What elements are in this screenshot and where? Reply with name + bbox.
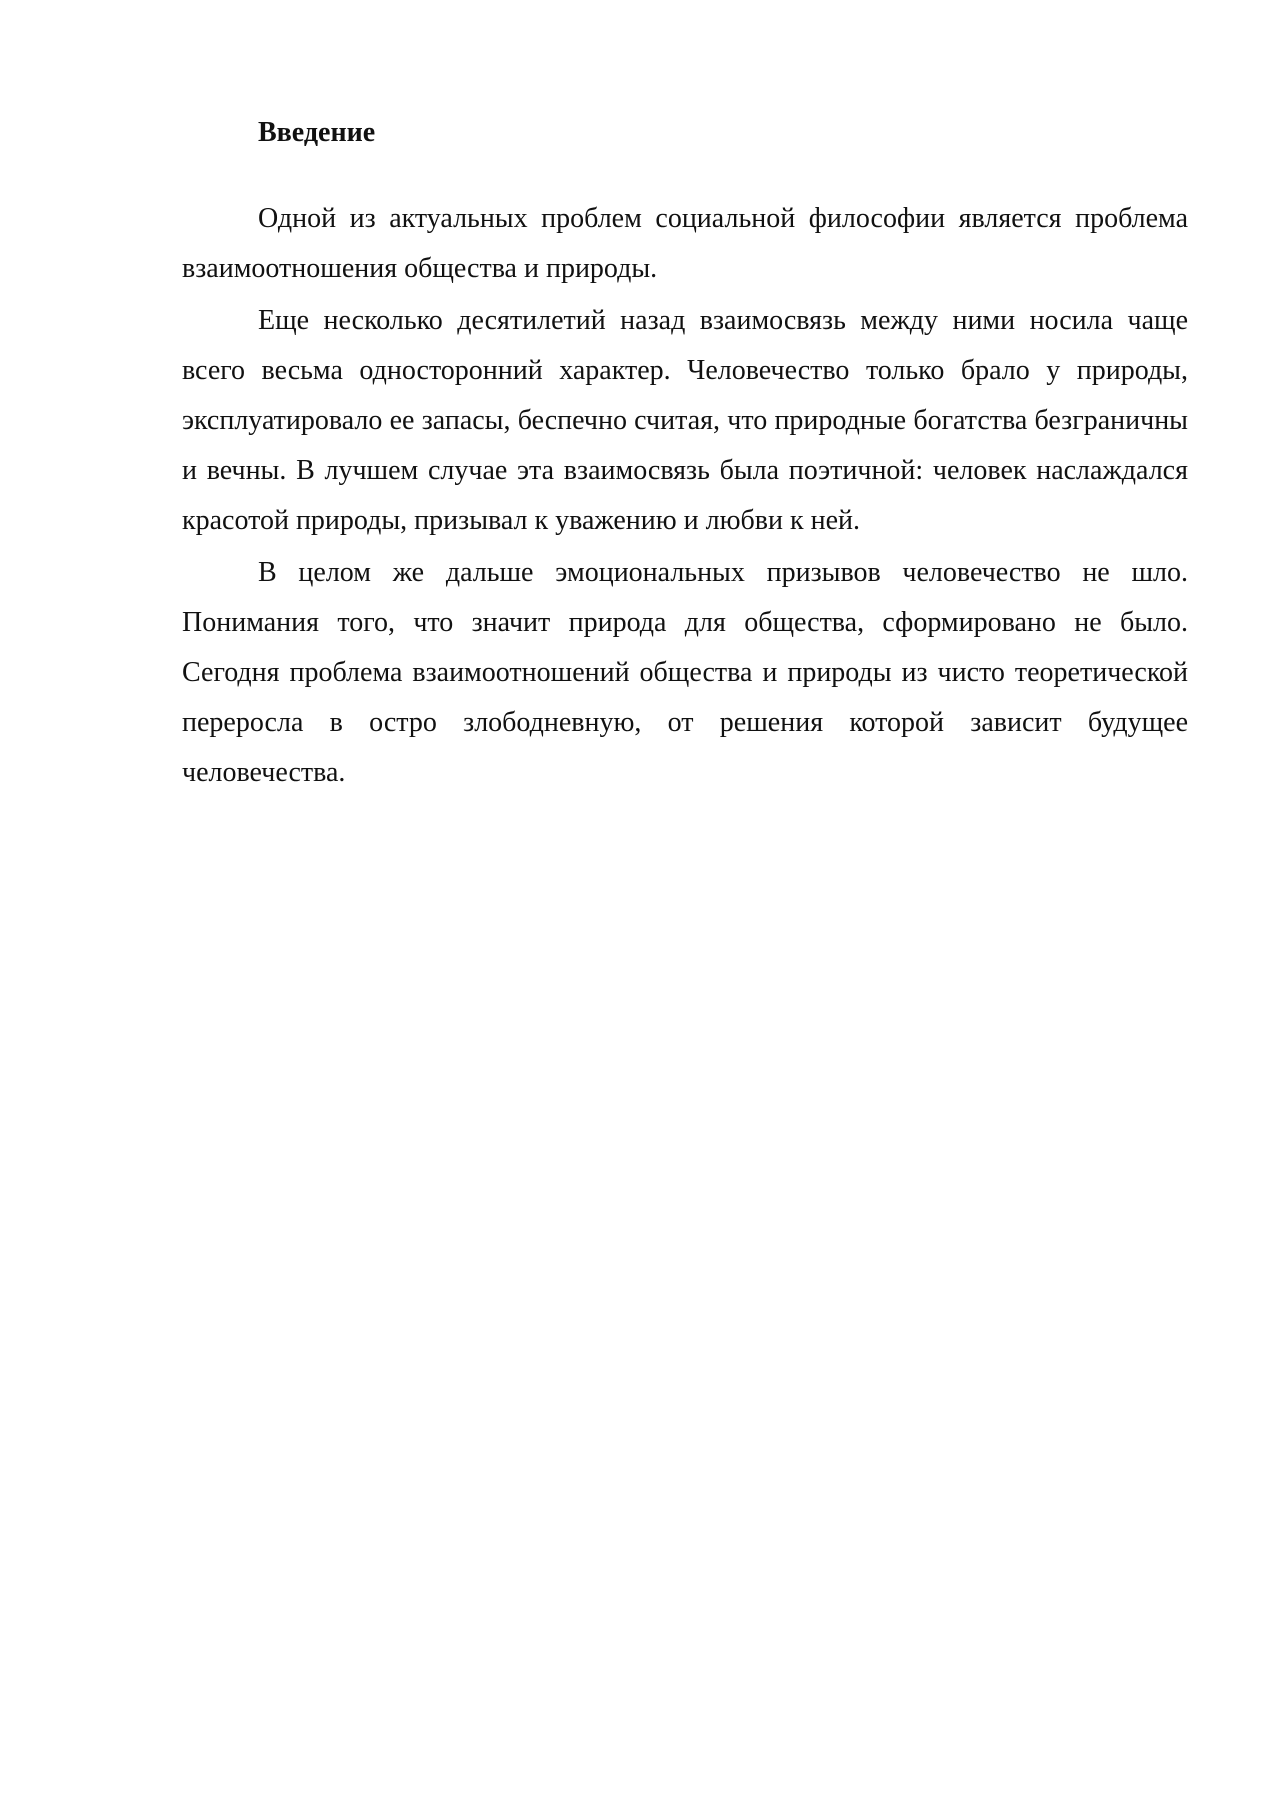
paragraph-2: Еще несколько десятилетий назад взаимосвязь между ними носила чаще всего весьма односторонний характер. Человечество только брало у природы, эксплуатировало ее запасы, беспечно считая, что природные богатства безграничны и вечны. В лучшем случае эта взаимосвязь была поэтичной: человек наслаждался красотой природы, призывал к уважению и любви к ней. (182, 305, 1188, 536)
section-heading: Введение (258, 117, 376, 148)
paragraph-1: Одной из актуальных проблем социальной философии является проблема взаимоотношения общества и природы. (182, 203, 1188, 284)
paragraph-3: В целом же дальше эмоциональных призывов человечество не шло. Понимания того, что значит природа для общества, сформировано не было. Сегодня проблема взаимоотношений общества и природы из чисто теоретической переросла в остро злободневную, от решения которой зависит будущее человечества. (182, 557, 1188, 788)
document-body (182, 108, 1188, 800)
